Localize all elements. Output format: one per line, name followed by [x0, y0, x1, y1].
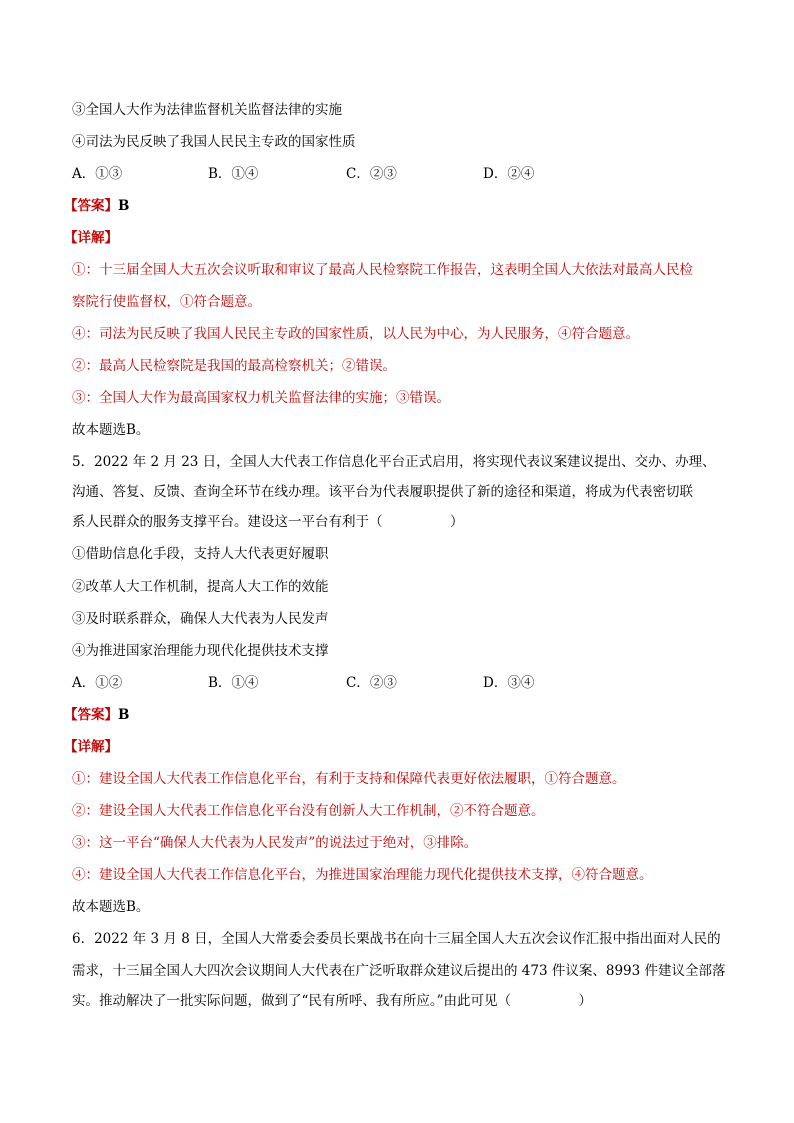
q6-stem-line: 实。推动解决了一批实际问题，做到了“民有所呼、我有所应。”由此可见（ ）	[72, 993, 593, 1009]
q5-detail-line: ②：建设全国人大代表工作信息化平台没有创新人大工作机制，②不符合题意。	[72, 803, 545, 819]
answer-value: B	[118, 198, 130, 214]
q5-stem-line: 5．2022 年 2 月 23 日，全国人大代表工作信息化平台正式启用，将实现代表议案建议提出、交办、办理、	[72, 454, 716, 470]
q5-item-3: ③及时联系群众，确保人大代表为人民发声	[72, 611, 329, 627]
q5-conclusion: 故本题选B。	[72, 899, 150, 915]
q5-option-d: D．③④	[483, 675, 535, 691]
q5-stem-line: 系人民群众的服务支撑平台。建设这一平台有利于（ ）	[72, 514, 464, 530]
q5-detail-line: ①：建设全国人大代表工作信息化平台，有利于支持和保障代表更好依法履职，①符合题意。	[72, 771, 626, 787]
q4-detail-line: ②：最高人民检察院是我国的最高检察机关；②错误。	[72, 358, 396, 374]
q4-option-b: B．①④	[208, 166, 259, 182]
q4-answer	[64, 196, 730, 216]
q5-detail-line: ④：建设全国人大代表工作信息化平台，为推进国家治理能力现代化提供技术支撑，④符合题意。	[72, 867, 653, 883]
q5-option-a: A．①②	[72, 675, 123, 691]
q4-detail-line: 察院行使监督权，①符合题意。	[72, 294, 261, 310]
q4-detail-line: ③：全国人大作为最高国家权力机关监督法律的实施；③错误。	[72, 390, 450, 406]
q6-stem-line: 6．2022 年 3 月 8 日，全国人大常委会委员长栗战书在向十三届全国人大五次会议作汇报中指出面对人民的	[72, 931, 721, 947]
q5-item-4: ④为推进国家治理能力现代化提供技术支撑	[72, 643, 329, 659]
q4-option-d: D．②④	[483, 166, 535, 182]
q5-detail-line: ③：这一平台“确保人大代表为人民发声”的说法过于绝对，③排除。	[72, 835, 478, 851]
answer-tag: 【答案】	[64, 707, 118, 723]
q5-item-2: ②改革人大工作机制，提高人大工作的效能	[72, 579, 329, 595]
q5-answer	[64, 705, 730, 725]
q4-item-4: ④司法为民反映了我国人民民主专政的国家性质	[72, 134, 356, 150]
q4-detail-tag: 【详解】	[64, 230, 118, 246]
q5-detail-tag: 【详解】	[64, 739, 118, 755]
q5-option-c: C．②③	[346, 675, 397, 691]
q4-detail-line: ①：十三届全国人大五次会议听取和审议了最高人民检察院工作报告，这表明全国人大依法对最高人民检	[72, 262, 693, 278]
answer-value: B	[118, 707, 130, 723]
q4-detail-line: ④：司法为民反映了我国人民民主专政的国家性质，以人民为中心，为人民服务，④符合题意。	[72, 326, 639, 342]
q5-stem-line: 沟通、答复、反馈、查询全环节在线办理。该平台为代表履职提供了新的途径和渠道，将成为代表密切联	[72, 484, 693, 500]
q4-conclusion: 故本题选B。	[72, 422, 150, 438]
q5-item-1: ①借助信息化手段，支持人大代表更好履职	[72, 546, 329, 562]
q4-option-a: A．①③	[72, 166, 123, 182]
q4-item-3: ③全国人大作为法律监督机关监督法律的实施	[72, 102, 342, 118]
q6-stem-line: 需求，十三届全国人大四次会议期间人大代表在广泛听取群众建议后提出的 473 件议案、8993 件建议全部落	[72, 963, 726, 979]
answer-tag: 【答案】	[64, 198, 118, 214]
q5-option-b: B．①④	[208, 675, 259, 691]
q4-option-c: C．②③	[346, 166, 397, 182]
